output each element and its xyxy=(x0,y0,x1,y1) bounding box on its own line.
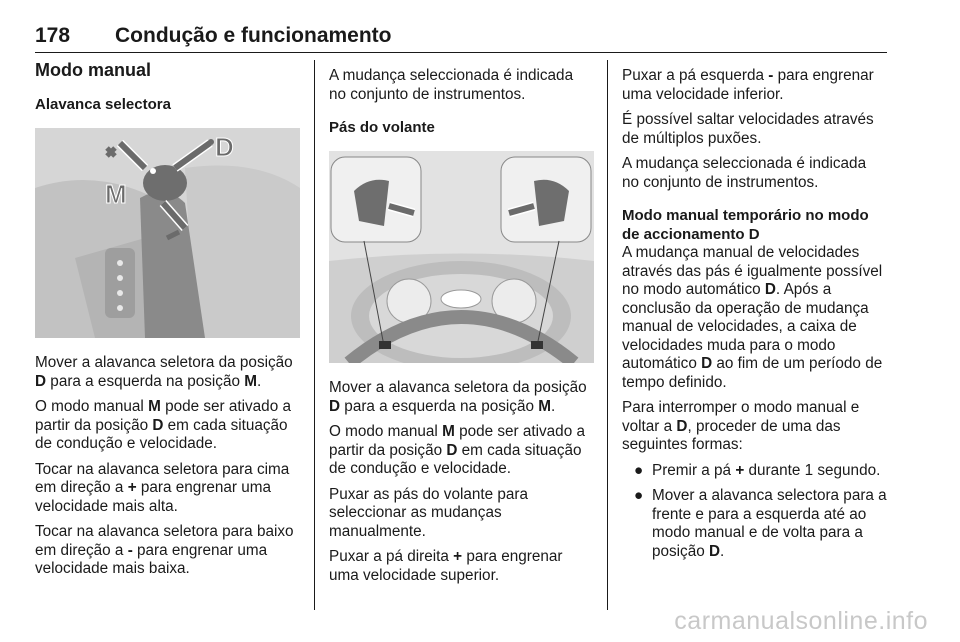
bullet-icon: ● xyxy=(634,487,644,504)
paragraph: Puxar a pá esquerda - para engrenar uma velocidade inferior. xyxy=(622,67,874,103)
paragraph: Tocar na alavanca seletora para baixo em direção a - para engrenar uma velocidade mais baixa. xyxy=(35,523,294,577)
steering-wheel-paddles-illustration xyxy=(329,151,594,363)
subsection-heading: Modo manual temporário no modo de accionamento D xyxy=(622,207,869,243)
paragraph: O modo manual M pode ser ativado a partir da posição D em cada situação de condução e velocidade. xyxy=(329,423,585,477)
column-right xyxy=(622,67,887,568)
bullet-icon: ● xyxy=(634,461,644,479)
paragraph: Mover a alavanca seletora da posição D para a esquerda na posição M. xyxy=(35,354,293,390)
paragraph: O modo manual M pode ser ativado a partir da posição D em cada situação de condução e velocidade. xyxy=(35,398,291,452)
bullet-list xyxy=(622,462,887,562)
list-item: ● Mover a alavanca selectora para a frente e para a esquerda até ao modo manual e de volta para a posição D. xyxy=(634,487,887,560)
column-divider xyxy=(607,60,608,610)
paragraph: Tocar na alavanca seletora para cima em direção a + para engrenar uma velocidade mais alta. xyxy=(35,460,290,515)
column-left xyxy=(35,60,300,586)
column-divider xyxy=(314,60,315,610)
subsection-heading: Pás do volante xyxy=(329,119,435,136)
section-heading: Modo manual xyxy=(35,60,151,80)
watermark: carmanualsonline.info xyxy=(674,607,928,635)
page-number: 178 xyxy=(35,24,71,47)
paragraph: Mover a alavanca seletora da posição D para a esquerda na posição M. xyxy=(329,379,587,415)
svg-text:D: D xyxy=(215,132,234,162)
list-item: ● Premir a pá + durante 1 segundo. xyxy=(634,461,881,479)
paragraph: A mudança manual de velocidades através das pás é igualmente possível no modo automático D. Após a conclusão da operação de mudança manual de velocidades, a caixa de velocidades muda para o modo automático D ao fim de um período de tempo definido. xyxy=(622,244,883,391)
page-title: Condução e funcionamento xyxy=(115,24,392,47)
paragraph: A mudança seleccionada é indicada no conjunto de instrumentos. xyxy=(329,67,574,103)
gear-lever-illustration xyxy=(35,128,300,338)
svg-text:M: M xyxy=(105,179,127,209)
paragraph: Puxar a pá direita + para engrenar uma velocidade superior. xyxy=(329,548,563,584)
page-header xyxy=(35,18,887,53)
paragraph: É possível saltar velocidades através de múltiplos puxões. xyxy=(622,111,874,147)
paragraph: Para interromper o modo manual e voltar a D, proceder de uma das seguintes formas: xyxy=(622,399,860,453)
paragraph: Puxar as pás do volante para seleccionar as mudanças manualmente. xyxy=(329,485,528,540)
column-middle xyxy=(329,67,594,592)
paragraph: A mudança seleccionada é indicada no conjunto de instrumentos. xyxy=(622,155,867,191)
subsection-heading: Alavanca selectora xyxy=(35,96,171,113)
